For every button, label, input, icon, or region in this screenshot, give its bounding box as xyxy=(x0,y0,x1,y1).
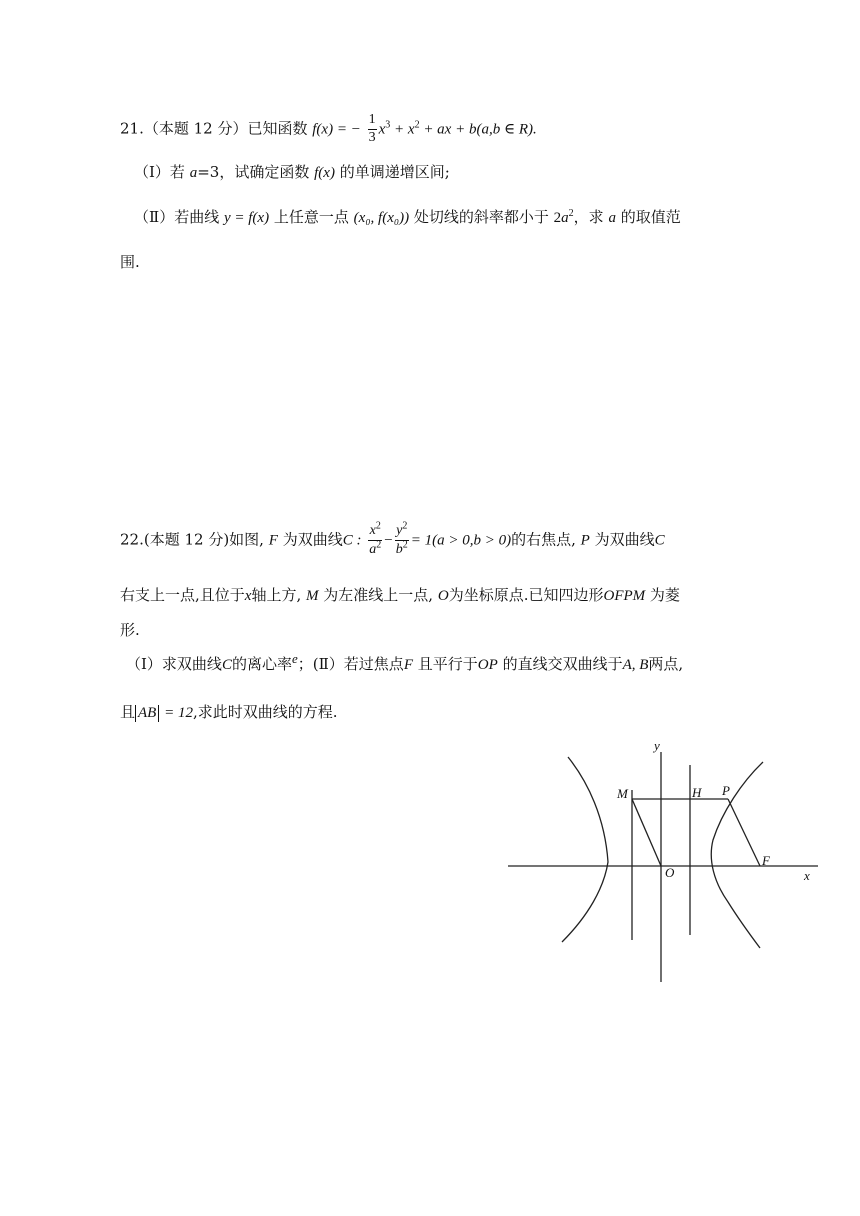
q21-p2-a: a xyxy=(561,210,569,226)
q22-l4-e: e xyxy=(291,651,298,666)
label-H: H xyxy=(692,785,702,800)
label-M: M xyxy=(617,786,628,801)
q21-p2-wrap: 围. xyxy=(120,253,140,271)
q22-cond: = 1(a > 0,b > 0) xyxy=(410,532,512,549)
q22-F: F xyxy=(268,532,278,549)
q22-frac-x xyxy=(368,522,382,559)
q22-bexp: 2 xyxy=(402,539,408,551)
q22-line2 xyxy=(120,586,680,605)
q22-C2: C xyxy=(654,532,665,549)
q22-text-1: 为双曲线 xyxy=(282,530,343,549)
q22-line5 xyxy=(120,703,338,722)
q21-frac-num: 1 xyxy=(368,112,376,127)
q21-x: x xyxy=(378,121,386,138)
q21-part2 xyxy=(134,208,681,227)
q22-l2-a: 右支上一点,且位于 xyxy=(120,586,245,604)
q22-l2-O: O xyxy=(437,588,449,604)
q21-p2-text-d: ，求 xyxy=(573,208,604,226)
q22-aden: a xyxy=(369,541,377,557)
q22-l5-AB: AB xyxy=(135,705,159,722)
q21-exp2: 2 xyxy=(414,119,420,131)
q22-frac-y xyxy=(395,522,409,559)
q22-l3: 形. xyxy=(120,621,140,639)
q22-C: C : xyxy=(342,532,362,549)
q22-l4-AB: A, B xyxy=(622,657,649,673)
label-P: P xyxy=(722,783,730,798)
q21-p2-var: a xyxy=(608,210,616,226)
q21-p2-point: (x₀, f(x₀)) xyxy=(353,210,410,226)
q22-l2-x: x xyxy=(244,588,252,604)
q21-p2-exp: 2 xyxy=(568,208,574,219)
q21-p1-text-c: 的单调递增区间; xyxy=(339,163,450,181)
label-x: x xyxy=(804,868,810,883)
q22-l5-a: 且 xyxy=(120,703,136,721)
q22-line1 xyxy=(120,522,665,559)
q21-head: 21.（本题 12 分）已知函数 xyxy=(120,119,308,138)
q21-p2-two: 2 xyxy=(553,210,562,226)
q22-l4-OP: OP xyxy=(477,657,498,673)
q22-l4-c: ；(Ⅱ）若过焦点 xyxy=(297,655,404,673)
q22-text-2: 的右焦点, xyxy=(511,530,576,549)
q21-p1-var: a xyxy=(189,165,198,181)
q22-l5-eq: = 12 xyxy=(164,705,193,721)
q22-l2-M: M xyxy=(306,588,319,604)
left-branch xyxy=(562,757,608,942)
q21-p1-text-b: =3，试确定函数 xyxy=(197,163,310,181)
q22-l4-f: 的直线交双曲线于 xyxy=(502,655,623,673)
q22-l4-a: （Ⅰ）求双曲线 xyxy=(126,655,222,673)
q22-l4-d: 且平行于 xyxy=(417,655,478,673)
q21-part2-wrap xyxy=(120,253,140,271)
q22-l4-F: F xyxy=(403,657,413,673)
segment-MO xyxy=(632,799,661,866)
q22-l2-quad: OFPM xyxy=(603,588,646,604)
q22-head: 22.(本题 12 分)如图, xyxy=(120,530,264,549)
q21-p2-text-b: 上任意一点 xyxy=(273,208,349,226)
q22-xnum: x xyxy=(369,523,376,538)
q22-l4-C: C xyxy=(221,657,232,673)
q21-p2-text-c: 处切线的斜率都小于 xyxy=(413,208,549,226)
q22-l2-d: 为坐标原点.已知四边形 xyxy=(448,586,604,604)
q22-minus: − xyxy=(384,532,393,549)
q22-l2-b: 轴上方, xyxy=(251,586,302,604)
q22-l4-g: 两点, xyxy=(648,655,684,673)
q22-l2-e: 为菱 xyxy=(649,586,680,604)
q22-bden: b xyxy=(395,541,403,557)
q22-aexp: 2 xyxy=(376,539,382,551)
q21-plus-x: + x xyxy=(390,121,415,138)
q21-p2-curve: y = f(x) xyxy=(223,210,270,226)
q22-line4 xyxy=(126,651,684,674)
q21-fraction xyxy=(368,112,377,147)
label-O: O xyxy=(665,865,675,880)
q21-part1 xyxy=(134,163,450,182)
q22-l5-b: ,求此时双曲线的方程. xyxy=(193,703,338,721)
q21-p1-fx: f(x) xyxy=(314,165,335,181)
q22-xexp: 2 xyxy=(375,520,381,532)
q21-exp3: 3 xyxy=(385,119,391,131)
q22-P: P xyxy=(580,532,590,549)
right-branch xyxy=(711,762,763,948)
q21-func: f(x) = − xyxy=(312,121,361,138)
label-F: F xyxy=(762,853,770,868)
q22-l4-b: 的离心率 xyxy=(231,655,292,673)
q22-ynum: y xyxy=(396,523,403,538)
q22-line3 xyxy=(120,621,140,639)
q22-text-3: 为双曲线 xyxy=(594,530,655,549)
q21-p2-text-e: 的取值范 xyxy=(620,208,681,226)
q22-l2-c: 为左准线上一点, xyxy=(323,586,434,604)
q21-line1 xyxy=(120,112,537,147)
q21-tail: + ax + b(a,b ∈ R). xyxy=(419,121,537,138)
q21-frac-den: 3 xyxy=(368,129,376,145)
label-y: y xyxy=(654,738,660,753)
q21-p2-text-a: （Ⅱ）若曲线 xyxy=(134,208,220,226)
q22-yexp: 2 xyxy=(402,520,408,532)
segment-PF xyxy=(728,799,760,866)
q21-p1-text-a: （Ⅰ）若 xyxy=(134,163,185,181)
